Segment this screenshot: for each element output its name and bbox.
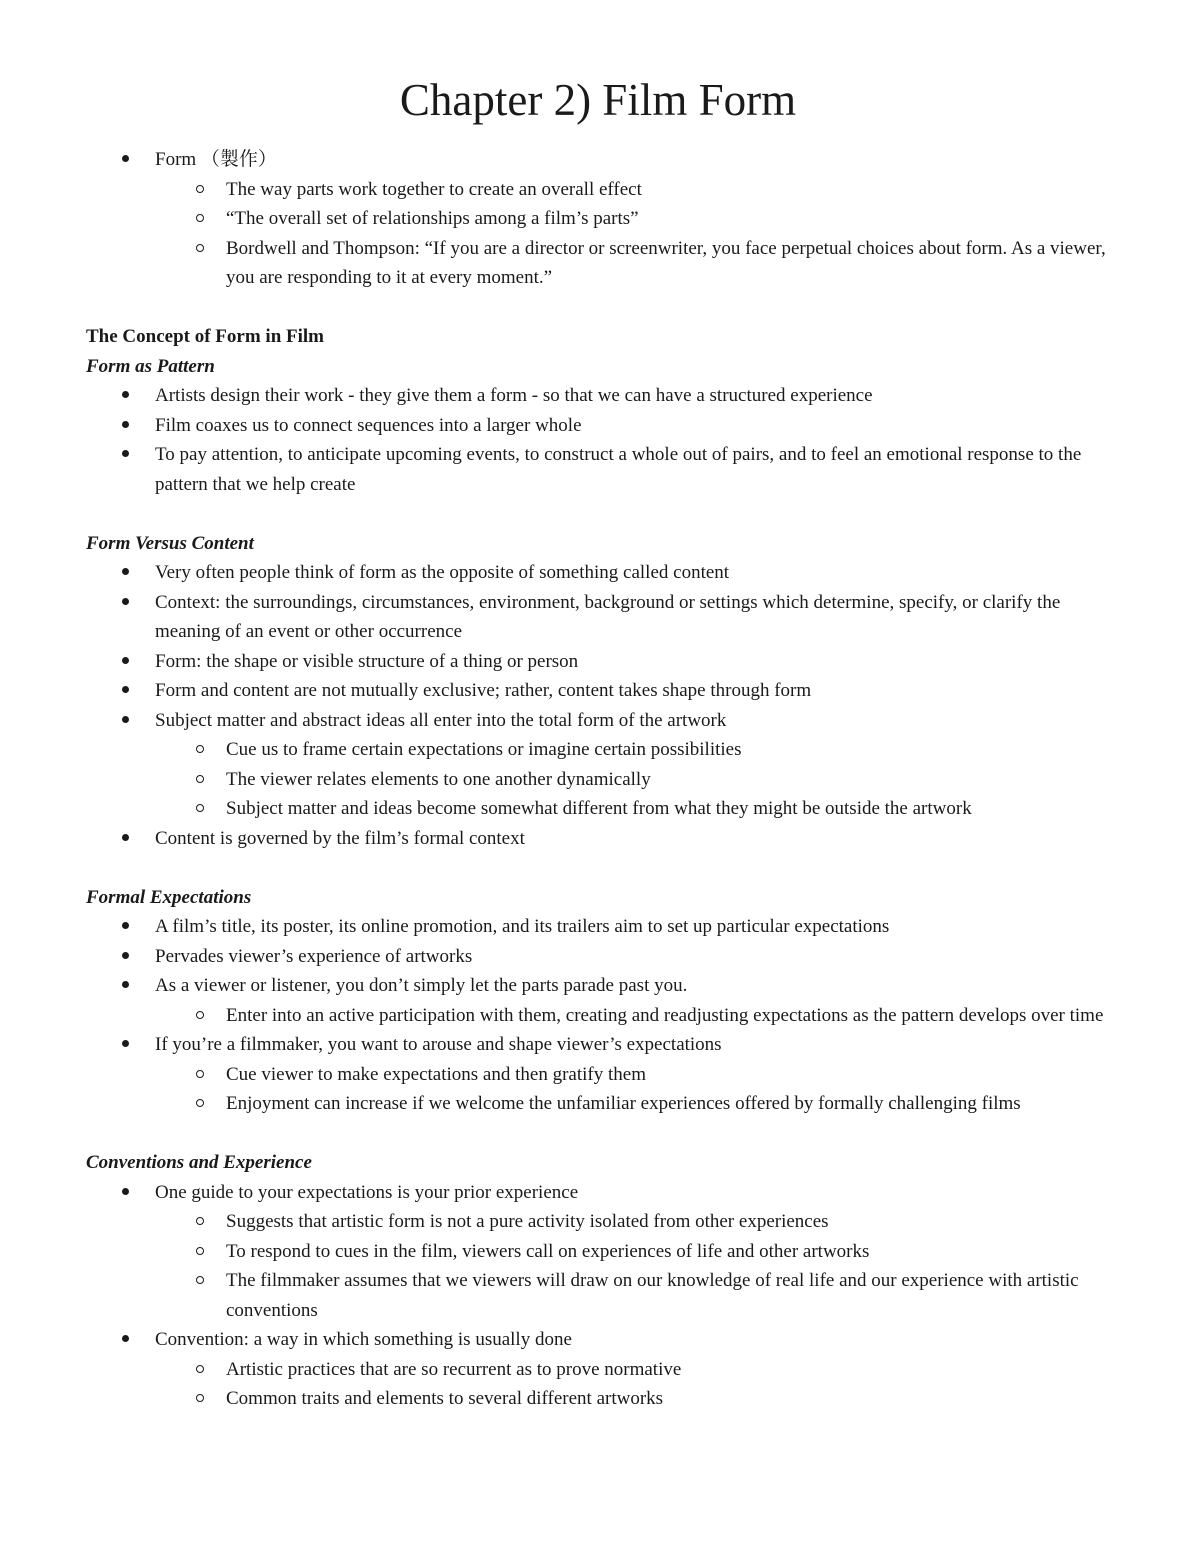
list-item: Bordwell and Thompson: “If you are a director or screenwriter, you face perpetual choices about form. As a viewer, you are responding to it at every moment.” (86, 234, 1110, 293)
sub-list (155, 1001, 1110, 1031)
list-item: Enjoyment can increase if we welcome the unfamiliar experiences offered by formally challenging films (86, 1089, 1110, 1119)
list-item: Cue us to frame certain expectations or imagine certain possibilities (86, 735, 1110, 765)
page-title: Chapter 2) Film Form (399, 75, 797, 125)
section-heading: The Concept of Form in Film (86, 326, 325, 347)
list-item: If you’re a filmmaker, you want to arouse and shape viewer’s expectations Cue viewer to make expectations and then gratify them Enjoyment can increase if we welcome the unfamiliar experiences offered by formally challenging films (86, 1030, 1110, 1119)
expectations-list (86, 912, 1110, 1119)
list-item: Subject matter and ideas become somewhat different from what they might be outside the artwork (86, 794, 1110, 824)
list-item: Cue viewer to make expectations and then gratify them (86, 1060, 1110, 1090)
list-item: The filmmaker assumes that we viewers will draw on our knowledge of real life and our experience with artistic conventions (86, 1266, 1110, 1325)
list-item: Common traits and elements to several different artworks (86, 1384, 1110, 1414)
subsection-heading: Form Versus Content (86, 532, 254, 554)
sub-list (155, 1207, 1110, 1325)
list-item: One guide to your expectations is your prior experience Suggests that artistic form is not a pure activity isolated from other experiences To respond to cues in the film, viewers call on experiences of life and other artworks The filmmaker assumes that we viewers will draw on our knowledge of real life and our experience with artistic conventions (86, 1178, 1110, 1326)
list-item: Very often people think of form as the opposite of something called content (86, 558, 1110, 588)
list-item: Convention: a way in which something is usually done Artistic practices that are so recurrent as to prove normative Common traits and elements to several different artworks (86, 1325, 1110, 1414)
conventions-list (86, 1178, 1110, 1414)
subsection-heading: Form as Pattern (86, 355, 215, 377)
list-item: Artists design their work - they give them a form - so that we can have a structured experience (86, 381, 1110, 411)
list-item: The viewer relates elements to one another dynamically (86, 765, 1110, 795)
list-item: “The overall set of relationships among a film’s parts” (86, 204, 1110, 234)
list-item: To pay attention, to anticipate upcoming events, to construct a whole out of pairs, and to feel an emotional response to the pattern that we help create (86, 440, 1110, 499)
sub-list (155, 1355, 1110, 1414)
subsection-heading: Formal Expectations (86, 886, 252, 908)
list-item: Form （製作） The way parts work together to create an overall effect “The overall set of relationships among a film’s parts” Bordwell and Thompson: “If you are a director or screenwriter, you face perpetual choices about form. As a viewer, you are responding to it at every moment.” (86, 145, 1110, 293)
sub-list (155, 735, 1110, 824)
list-item: The way parts work together to create an overall effect (86, 175, 1110, 205)
sub-list (155, 175, 1110, 293)
list-item: Form and content are not mutually exclusive; rather, content takes shape through form (86, 676, 1110, 706)
subsection-heading: Conventions and Experience (86, 1152, 312, 1173)
list-item: To respond to cues in the film, viewers call on experiences of life and other artworks (86, 1237, 1110, 1267)
list-item: Context: the surroundings, circumstances, environment, background or settings which determine, specify, or clarify the meaning of an event or other occurrence (86, 588, 1110, 647)
list-item: Suggests that artistic form is not a pure activity isolated from other experiences (86, 1207, 1110, 1237)
list-item: A film’s title, its poster, its online promotion, and its trailers aim to set up particular expectations (86, 912, 1110, 942)
list-item: As a viewer or listener, you don’t simply let the parts parade past you. Enter into an active participation with them, creating and readjusting expectations as the pattern develops over time (86, 971, 1110, 1030)
sub-list (155, 1060, 1110, 1119)
list-item: Artistic practices that are so recurrent as to prove normative (86, 1355, 1110, 1385)
list-item: Pervades viewer’s experience of artworks (86, 942, 1110, 972)
list-item: Enter into an active participation with them, creating and readjusting expectations as the pattern develops over time (86, 1001, 1110, 1031)
list-item: Film coaxes us to connect sequences into a larger whole (86, 411, 1110, 441)
list-item: Content is governed by the film’s formal context (86, 824, 1110, 854)
list-item: Subject matter and abstract ideas all enter into the total form of the artwork Cue us to frame certain expectations or imagine certain possibilities The viewer relates elements to one another dynamically Subject matter and ideas become somewhat different from what they might be outside the artwork (86, 706, 1110, 824)
pattern-list (86, 381, 1110, 499)
list-item: Form: the shape or visible structure of a thing or person (86, 647, 1110, 677)
intro-list (86, 145, 1110, 293)
content-list (86, 558, 1110, 853)
